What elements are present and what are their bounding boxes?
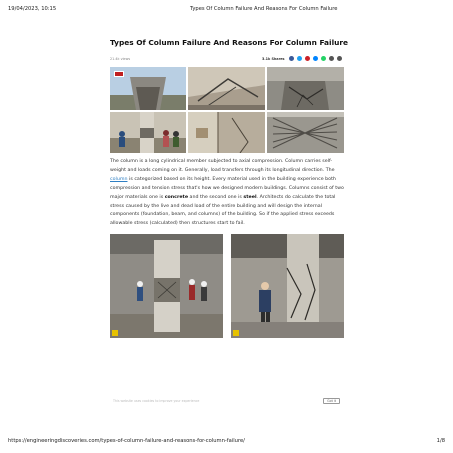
email-icon[interactable] — [337, 56, 342, 61]
facebook-icon[interactable] — [289, 56, 294, 61]
twitter-icon[interactable] — [297, 56, 302, 61]
cookie-bar — [113, 399, 340, 405]
collage-photo-2 — [188, 67, 265, 110]
print-title: Types Of Column Failure And Reasons For Column Failure — [190, 6, 338, 12]
body-text-1: The column is a long cylindrical member subjected to axial compression. Column carries self-weight and loads coming on it. Generally, load transfers through its longitudinal direction. The — [110, 159, 335, 173]
collage-photo-3 — [267, 67, 344, 110]
body-text-2: is categorized based on its height. Every material used in the building experience both compression and tension stress that's how we designed modern buildings. Columns consist of two major materials one is — [110, 176, 344, 200]
featured-image-collage — [110, 67, 344, 153]
pinterest-icon[interactable] — [305, 56, 310, 61]
body-bold-concrete: concrete — [164, 194, 189, 200]
share-icons — [289, 56, 342, 61]
article-photos — [110, 234, 344, 338]
collage-photo-1 — [110, 67, 186, 110]
page-number: 1/8 — [436, 438, 445, 444]
collage-photo-4 — [110, 112, 186, 153]
body-text-3: and the second one is — [188, 194, 244, 200]
column-failure-photo-right — [231, 234, 344, 338]
cookie-accept-button[interactable]: Got it — [323, 398, 340, 404]
column-link[interactable]: column — [110, 176, 128, 182]
print-url: https://engineeringdiscoveries.com/types-of-column-failure-and-reasons-for-column-failure/ — [8, 438, 245, 444]
body-text-4: . Architects do calculate the total stress caused by the live and dead load of the entire building and will design the internal components (foundation, beam, and columns) of the building. So if the applied stress exceeds allowable stress (calculated) then structures start to fail. — [110, 194, 336, 227]
article-meta — [110, 56, 344, 64]
shares-count: 3.1k Shares — [262, 57, 285, 61]
collage-photo-6 — [267, 112, 344, 153]
whatsapp-icon[interactable] — [321, 56, 326, 61]
messenger-icon[interactable] — [313, 56, 318, 61]
column-test-photo-left — [110, 234, 223, 338]
phone-icon[interactable] — [329, 56, 334, 61]
print-datetime: 19/04/2023, 10:15 — [8, 6, 57, 12]
article-body — [110, 158, 344, 229]
cookie-notice: This website uses cookies to improve your experience — [113, 399, 200, 403]
collage-photo-5 — [188, 112, 265, 153]
body-bold-steel: steel — [243, 194, 257, 200]
article-title: Types Of Column Failure And Reasons For Column Failure — [110, 38, 349, 47]
views-count: 21.4k views — [110, 57, 131, 61]
